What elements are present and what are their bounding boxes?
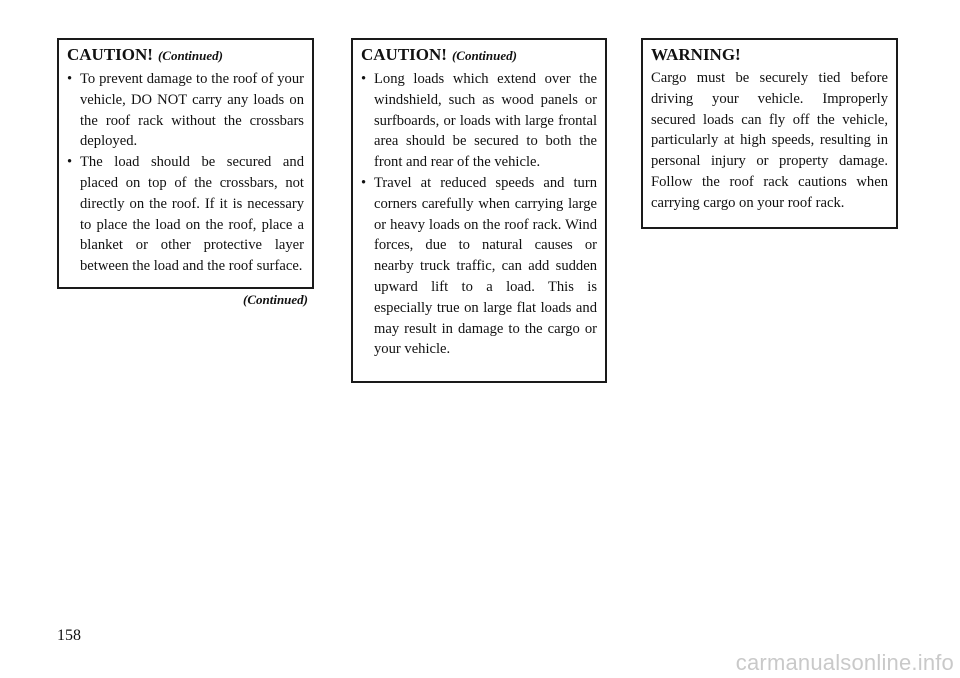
warning-title: WARNING! bbox=[651, 45, 741, 64]
caution-box-roof-damage bbox=[57, 38, 314, 289]
warning-box-cargo bbox=[641, 38, 898, 229]
bullet-item: • Long loads which extend over the windshield, such as wood panels or surfboards, or loads with large frontal area should be secured to both the front and rear of the vehicle. bbox=[361, 69, 597, 173]
caution-bullet-list bbox=[361, 69, 597, 360]
caution-title: CAUTION! bbox=[361, 45, 447, 64]
caution-title: CAUTION! bbox=[67, 45, 153, 64]
caution-bullet-list bbox=[67, 69, 304, 277]
caution-box-long-loads bbox=[351, 38, 607, 383]
continued-label: (Continued) bbox=[451, 48, 517, 63]
continued-label: (Continued) bbox=[157, 48, 223, 63]
caution-heading bbox=[67, 44, 304, 67]
caution-heading bbox=[361, 44, 597, 67]
bullet-item: • To prevent damage to the roof of your vehicle, DO NOT carry any loads on the roof rack without the crossbars deployed. bbox=[67, 69, 304, 152]
page-number: 158 bbox=[57, 627, 81, 644]
bullet-item: • Travel at reduced speeds and turn corners carefully when carrying large or heavy loads on the roof rack. Wind forces, due to natural causes or nearby truck traffic, can add sudden upward lift to a load. This is especially true on large flat loads and may result in damage to the cargo or your vehicle. bbox=[361, 173, 597, 360]
bullet-item: • The load should be secured and placed on top of the crossbars, not directly on the roof. If it is necessary to place the load on the roof, place a blanket or other protective layer between the load and the roof surface. bbox=[67, 152, 304, 277]
continued-footer-label: (Continued) bbox=[242, 292, 308, 307]
warning-text: Cargo must be securely tied before driving your vehicle. Improperly secured loads can fly off the vehicle, particularly at high speeds, resulting in personal injury or property damage. Follow the roof rack cautions when carrying cargo on your roof rack. bbox=[651, 70, 888, 211]
watermark-text: carmanualsonline.info bbox=[735, 650, 954, 675]
